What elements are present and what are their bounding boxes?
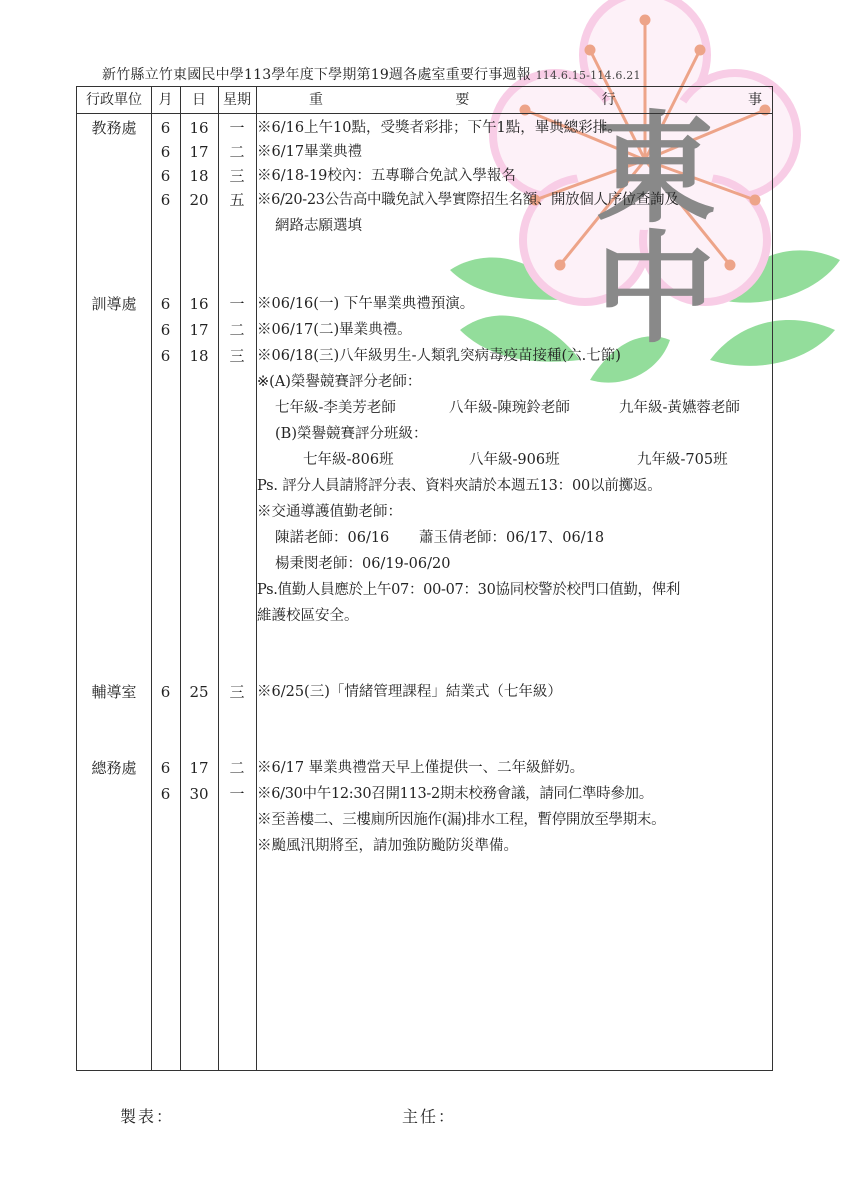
header-items-char: 行 [601, 92, 616, 108]
row-day: 20 [189, 191, 209, 209]
column-divider [180, 87, 181, 1070]
note-line: 七年級-806班 [303, 452, 394, 468]
note-line: 七年級-李美芳老師 [275, 400, 396, 416]
note-line: Ps. 評分人員請將評分表、資料夾請於本週五13：00以前擲返。 [257, 478, 662, 494]
row-text-continuation: 網路志願選填 [275, 218, 362, 234]
header-items-char: 要 [455, 92, 470, 108]
row-month: 6 [160, 759, 171, 777]
row-text: ※06/17(二)畢業典禮。 [257, 322, 412, 338]
header-month: 月 [158, 92, 173, 108]
row-weekday: 二 [229, 143, 245, 161]
unit-academic: 教務處 [91, 119, 137, 137]
header-items-char: 重 [309, 92, 323, 108]
row-day: 17 [189, 759, 209, 777]
note-line: ※至善樓二、三樓廁所因施作(漏)排水工程，暫停開放至學期末。 [257, 812, 666, 828]
row-text: ※6/17畢業典禮 [257, 144, 363, 160]
row-day: 18 [189, 347, 209, 365]
row-text: ※06/16(一) 下午畢業典禮預演。 [257, 296, 475, 312]
note-line: 楊秉閔老師：06/19-06/20 [275, 556, 451, 572]
report-date-range: 114.6.15-114.6.21 [535, 69, 641, 82]
row-month: 6 [160, 347, 171, 365]
row-weekday: 一 [229, 295, 245, 313]
note-line: Ps.值勤人員應於上午07：00-07：30協同校警於校門口值勤，俾利 [257, 582, 681, 598]
note-line: ※颱風汛期將至，請加強防颱防災準備。 [257, 838, 518, 854]
column-divider [151, 87, 152, 1070]
row-text: ※6/17 畢業典禮當天早上僅提供一、二年級鮮奶。 [257, 760, 585, 776]
table-header-row [77, 87, 772, 114]
unit-general-affairs: 總務處 [91, 759, 137, 777]
row-month: 6 [160, 143, 171, 161]
footer-maker-label: 製表： [120, 1107, 175, 1126]
note-line: 八年級-陳琬鈴老師 [449, 400, 570, 416]
row-day: 16 [189, 295, 209, 313]
row-day: 16 [189, 119, 209, 137]
header-day: 日 [192, 92, 206, 108]
row-day: 17 [189, 321, 209, 339]
row-month: 6 [160, 295, 171, 313]
row-weekday: 二 [229, 321, 245, 339]
row-weekday: 一 [229, 785, 245, 803]
row-weekday: 二 [229, 759, 245, 777]
row-weekday: 三 [229, 347, 245, 365]
report-title-main: 新竹縣立竹東國民中學113學年度下學期第19週各處室重要行事週報 [102, 67, 531, 83]
note-line: 八年級-906班 [469, 452, 560, 468]
emblem-text: 東中 [575, 105, 715, 345]
row-text: ※6/20-23公告高中職免試入學實際招生名額、開放個人序位查詢及 [257, 192, 679, 208]
row-weekday: 三 [229, 167, 245, 185]
note-line: (B)榮譽競賽評分班級： [275, 426, 428, 442]
row-month: 6 [160, 191, 171, 209]
row-text: ※06/18(三)八年級男生-人類乳突病毒疫苗接種(六.七節) [257, 348, 621, 364]
row-month: 6 [160, 321, 171, 339]
note-line: 維護校區安全。 [257, 608, 359, 624]
note-line: 陳諾老師：06/16 [275, 530, 390, 546]
note-line: 九年級-黃嬿蓉老師 [619, 400, 740, 416]
report-title [102, 64, 782, 84]
unit-discipline: 訓導處 [91, 295, 137, 313]
note-line: 蕭玉倩老師：06/17、06/18 [419, 530, 605, 546]
row-month: 6 [160, 119, 171, 137]
row-day: 17 [189, 143, 209, 161]
note-line: 九年級-705班 [637, 452, 728, 468]
unit-counseling: 輔導室 [91, 683, 137, 701]
note-line: ※(A)榮譽競賽評分老師： [257, 374, 422, 390]
note-line: ※交通導護值勤老師： [257, 504, 402, 520]
row-text: ※6/25(三)「情緒管理課程」結業式（七年級） [257, 684, 562, 700]
row-text: ※6/30中午12:30召開113-2期末校務會議，請同仁準時參加。 [257, 786, 653, 802]
column-divider [218, 87, 219, 1070]
row-weekday: 一 [229, 119, 245, 137]
footer-director-label: 主任： [402, 1107, 457, 1126]
header-items-char: 事 [747, 92, 762, 108]
row-day: 30 [189, 785, 209, 803]
header-unit: 行政單位 [86, 92, 142, 108]
header-weekday: 星期 [223, 92, 251, 108]
row-weekday: 三 [229, 683, 245, 701]
row-text: ※6/16上午10點，受獎者彩排；下午1點，畢典總彩排。 [257, 120, 622, 136]
row-day: 18 [189, 167, 209, 185]
row-weekday: 五 [229, 191, 245, 209]
row-month: 6 [160, 785, 171, 803]
row-day: 25 [189, 683, 209, 701]
row-month: 6 [160, 167, 171, 185]
schedule-table [76, 86, 773, 1071]
header-items [267, 87, 772, 113]
row-text: ※6/18-19校內：五專聯合免試入學報名 [257, 168, 516, 184]
row-month: 6 [160, 683, 171, 701]
